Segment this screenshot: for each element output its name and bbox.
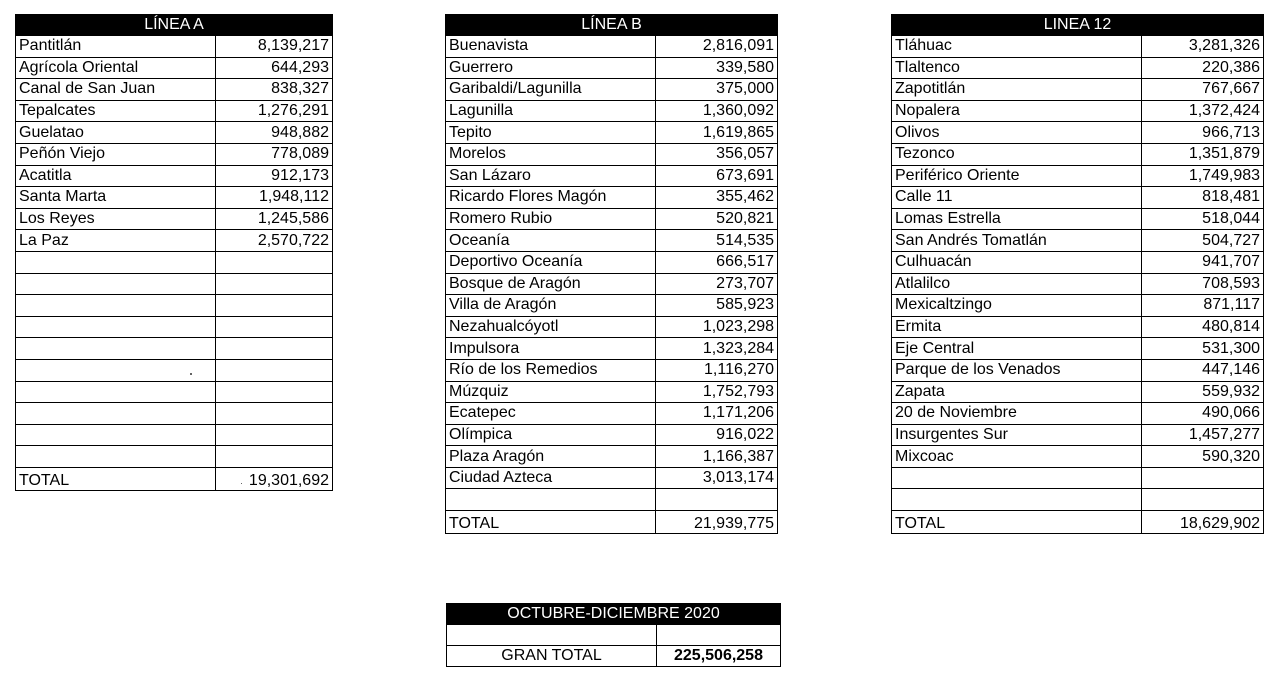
table-row [446, 273, 778, 295]
table-header-row [892, 15, 1264, 36]
linea-a-title: LÍNEA A [16, 15, 333, 36]
blank-cell [16, 446, 216, 468]
station-value: 1,372,424 [1142, 100, 1264, 122]
station-name: Tláhuac [892, 36, 1142, 58]
linea-12-title: LINEA 12 [892, 15, 1264, 36]
station-value: 666,517 [656, 251, 778, 273]
blank-row [16, 251, 333, 273]
station-name: Múzquiz [446, 381, 656, 403]
blank-row [447, 625, 781, 646]
station-name: Ecatepec [446, 403, 656, 425]
table-header-row [446, 15, 778, 36]
station-name: Tepito [446, 122, 656, 144]
table-row [16, 165, 333, 187]
table-row [446, 359, 778, 381]
total-label: TOTAL [16, 467, 216, 490]
blank-cell [16, 295, 216, 317]
station-name: Tezonco [892, 143, 1142, 165]
table-row [892, 143, 1264, 165]
station-value: 531,300 [1142, 338, 1264, 360]
station-name: Ciudad Azteca [446, 467, 656, 489]
station-value: 708,593 [1142, 273, 1264, 295]
total-row [16, 467, 333, 490]
table-row [892, 446, 1264, 468]
linea-b-table [445, 14, 778, 534]
table-row [446, 424, 778, 446]
blank-cell [16, 359, 216, 381]
station-name: Guelatao [16, 122, 216, 144]
blank-row [16, 316, 333, 338]
station-name: Zapotitlán [892, 79, 1142, 101]
blank-row [16, 338, 333, 360]
scan-speck [241, 483, 242, 484]
total-value: 18,629,902 [1142, 511, 1264, 534]
station-value: 644,293 [216, 57, 333, 79]
table-row [446, 122, 778, 144]
station-name: Río de los Remedios [446, 359, 656, 381]
station-value: 3,013,174 [656, 467, 778, 489]
blank-cell [216, 403, 333, 425]
station-name: Ricardo Flores Magón [446, 187, 656, 209]
table-row [892, 122, 1264, 144]
station-name: Tepalcates [16, 100, 216, 122]
station-value: 520,821 [656, 208, 778, 230]
table-row [892, 273, 1264, 295]
blank-cell [216, 381, 333, 403]
station-value: 375,000 [656, 79, 778, 101]
table-row [446, 57, 778, 79]
station-value: 1,171,206 [656, 403, 778, 425]
station-value: 912,173 [216, 165, 333, 187]
station-value: 559,932 [1142, 381, 1264, 403]
station-value: 2,816,091 [656, 36, 778, 58]
station-value: 673,691 [656, 165, 778, 187]
station-name: Lagunilla [446, 100, 656, 122]
table-row [892, 165, 1264, 187]
table-row [892, 424, 1264, 446]
station-name: Calle 11 [892, 187, 1142, 209]
station-value: 2,570,722 [216, 230, 333, 252]
blank-row [892, 467, 1264, 489]
total-label: TOTAL [446, 511, 656, 534]
blank-cell [216, 424, 333, 446]
total-row [446, 511, 778, 534]
station-name: Romero Rubio [446, 208, 656, 230]
blank-cell [216, 338, 333, 360]
station-name: Villa de Aragón [446, 295, 656, 317]
station-name: Culhuacán [892, 251, 1142, 273]
table-row [16, 143, 333, 165]
station-value: 871,117 [1142, 295, 1264, 317]
station-name: Guerrero [446, 57, 656, 79]
blank-cell [16, 251, 216, 273]
station-name: Acatitla [16, 165, 216, 187]
total-row [892, 511, 1264, 534]
table-row [892, 230, 1264, 252]
station-name: Nezahualcóyotl [446, 316, 656, 338]
table-row [446, 295, 778, 317]
linea-a-rows [16, 36, 333, 468]
station-value: 1,166,387 [656, 446, 778, 468]
station-value: 941,707 [1142, 251, 1264, 273]
table-row [16, 208, 333, 230]
station-value: 1,116,270 [656, 359, 778, 381]
total-value: 21,939,775 [656, 511, 778, 534]
blank-row [446, 489, 778, 511]
station-value: 518,044 [1142, 208, 1264, 230]
table-row [892, 316, 1264, 338]
station-name: Nopalera [892, 100, 1142, 122]
table-header-row [16, 15, 333, 36]
linea-a-table [15, 14, 333, 491]
table-row [892, 403, 1264, 425]
table-row [16, 187, 333, 209]
table-row [446, 36, 778, 58]
table-header-row [447, 604, 781, 625]
table-row [16, 57, 333, 79]
blank-cell [892, 489, 1142, 511]
station-name: Parque de los Venados [892, 359, 1142, 381]
station-name: Agrícola Oriental [16, 57, 216, 79]
blank-cell [216, 316, 333, 338]
station-name: 20 de Noviembre [892, 403, 1142, 425]
table-row [446, 230, 778, 252]
blank-cell [16, 273, 216, 295]
station-value: 966,713 [1142, 122, 1264, 144]
station-value: 1,323,284 [656, 338, 778, 360]
blank-cell [216, 251, 333, 273]
station-value: 514,535 [656, 230, 778, 252]
linea-12-rows [892, 36, 1264, 511]
table-row [446, 100, 778, 122]
station-name: Deportivo Oceanía [446, 251, 656, 273]
table-row [892, 208, 1264, 230]
blank-cell [1142, 489, 1264, 511]
table-row [892, 359, 1264, 381]
station-name: Buenavista [446, 36, 656, 58]
station-name: Santa Marta [16, 187, 216, 209]
table-row [892, 100, 1264, 122]
station-value: 273,707 [656, 273, 778, 295]
station-value: 3,281,326 [1142, 36, 1264, 58]
station-name: Insurgentes Sur [892, 424, 1142, 446]
station-name: Periférico Oriente [892, 165, 1142, 187]
table-row [446, 143, 778, 165]
table-row [446, 467, 778, 489]
station-value: 838,327 [216, 79, 333, 101]
station-value: 585,923 [656, 295, 778, 317]
station-name: Oceanía [446, 230, 656, 252]
scan-speck [190, 373, 192, 375]
table-row [16, 100, 333, 122]
table-row [446, 187, 778, 209]
table-row [892, 79, 1264, 101]
blank-cell [216, 295, 333, 317]
blank-cell [16, 316, 216, 338]
blank-cell [446, 489, 656, 511]
station-name: Peñón Viejo [16, 143, 216, 165]
grand-total-label: GRAN TOTAL [447, 646, 657, 667]
grand-total-table [446, 603, 781, 667]
table-row [16, 79, 333, 101]
station-name: Eje Central [892, 338, 1142, 360]
station-value: 916,022 [656, 424, 778, 446]
linea-b-rows [446, 36, 778, 511]
blank-cell [16, 424, 216, 446]
station-name: Zapata [892, 381, 1142, 403]
station-value: 778,089 [216, 143, 333, 165]
blank-cell [216, 359, 333, 381]
table-row [446, 165, 778, 187]
station-value: 1,752,793 [656, 381, 778, 403]
blank-cell [216, 273, 333, 295]
station-value: 356,057 [656, 143, 778, 165]
station-value: 339,580 [656, 57, 778, 79]
station-value: 1,360,092 [656, 100, 778, 122]
table-row [16, 122, 333, 144]
table-row [446, 446, 778, 468]
station-name: Mexicaltzingo [892, 295, 1142, 317]
blank-row [16, 295, 333, 317]
blank-cell [16, 338, 216, 360]
station-value: 8,139,217 [216, 36, 333, 58]
blank-row [16, 403, 333, 425]
blank-row [16, 446, 333, 468]
table-row [892, 36, 1264, 58]
blank-cell [447, 625, 657, 646]
station-name: Pantitlán [16, 36, 216, 58]
station-value: 1,276,291 [216, 100, 333, 122]
blank-row [16, 381, 333, 403]
linea-b-title: LÍNEA B [446, 15, 778, 36]
station-name: Canal de San Juan [16, 79, 216, 101]
table-row [446, 251, 778, 273]
blank-cell [892, 467, 1142, 489]
blank-row [16, 424, 333, 446]
total-label: TOTAL [892, 511, 1142, 534]
period-title: OCTUBRE-DICIEMBRE 2020 [447, 604, 781, 625]
blank-cell [16, 381, 216, 403]
station-name: San Lázaro [446, 165, 656, 187]
station-name: Los Reyes [16, 208, 216, 230]
table-row [446, 338, 778, 360]
grand-total-row [447, 646, 781, 667]
station-value: 355,462 [656, 187, 778, 209]
blank-row [16, 273, 333, 295]
blank-row [16, 359, 333, 381]
table-row [446, 381, 778, 403]
station-name: Tlaltenco [892, 57, 1142, 79]
table-row [16, 230, 333, 252]
station-value: 220,386 [1142, 57, 1264, 79]
blank-cell [657, 625, 781, 646]
blank-cell [656, 489, 778, 511]
grand-total-value: 225,506,258 [657, 646, 781, 667]
table-row [446, 79, 778, 101]
table-row [892, 381, 1264, 403]
station-value: 1,749,983 [1142, 165, 1264, 187]
blank-cell [1142, 467, 1264, 489]
station-value: 1,619,865 [656, 122, 778, 144]
station-name: Olímpica [446, 424, 656, 446]
station-value: 1,351,879 [1142, 143, 1264, 165]
station-name: San Andrés Tomatlán [892, 230, 1142, 252]
station-value: 1,948,112 [216, 187, 333, 209]
station-value: 1,023,298 [656, 316, 778, 338]
table-row [892, 251, 1264, 273]
station-name: Atlalilco [892, 273, 1142, 295]
table-row [892, 57, 1264, 79]
station-name: Plaza Aragón [446, 446, 656, 468]
station-name: Lomas Estrella [892, 208, 1142, 230]
table-row [16, 36, 333, 58]
station-name: Impulsora [446, 338, 656, 360]
station-name: Morelos [446, 143, 656, 165]
table-row [892, 295, 1264, 317]
linea-12-table [891, 14, 1264, 534]
table-row [446, 403, 778, 425]
table-row [892, 187, 1264, 209]
blank-cell [16, 403, 216, 425]
station-name: Olivos [892, 122, 1142, 144]
blank-cell [216, 446, 333, 468]
station-value: 480,814 [1142, 316, 1264, 338]
station-name: Bosque de Aragón [446, 273, 656, 295]
table-row [446, 208, 778, 230]
blank-row [892, 489, 1264, 511]
station-name: Garibaldi/Lagunilla [446, 79, 656, 101]
station-name: Ermita [892, 316, 1142, 338]
station-value: 767,667 [1142, 79, 1264, 101]
table-row [892, 338, 1264, 360]
station-value: 818,481 [1142, 187, 1264, 209]
station-value: 504,727 [1142, 230, 1264, 252]
total-value: 19,301,692 [216, 467, 333, 490]
station-value: 490,066 [1142, 403, 1264, 425]
station-value: 590,320 [1142, 446, 1264, 468]
table-row [446, 316, 778, 338]
station-name: Mixcoac [892, 446, 1142, 468]
station-value: 948,882 [216, 122, 333, 144]
station-value: 1,457,277 [1142, 424, 1264, 446]
station-value: 447,146 [1142, 359, 1264, 381]
station-value: 1,245,586 [216, 208, 333, 230]
station-name: La Paz [16, 230, 216, 252]
